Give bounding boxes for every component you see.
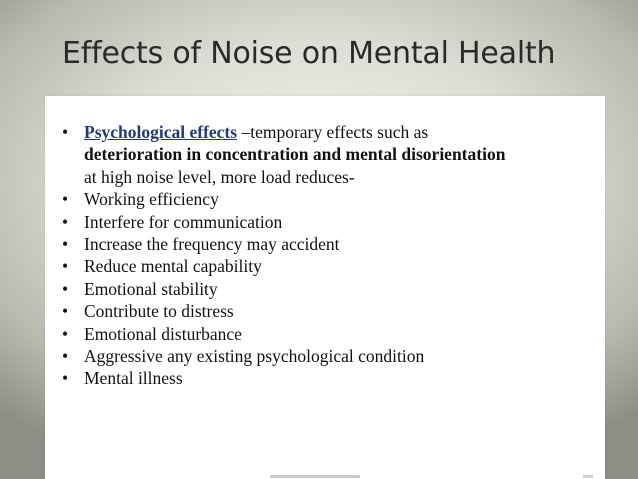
bullet-item [62,233,505,255]
bullet-text: Working efficiency [84,189,219,210]
psychological-effects-term: Psychological effects [84,122,238,142]
bullet-item [62,255,505,277]
bullet-item [62,211,505,233]
bullet-text: Emotional stability [84,278,218,299]
bullet-item [62,278,505,300]
footer-mark [270,475,360,478]
bullet-text: Contribute to distress [84,301,234,322]
bullet-text: Aggressive any existing psychological condition [84,346,425,367]
content-image [45,96,605,479]
bullet-item [62,300,505,322]
bullet-dot: • [62,256,69,277]
bullet-dot: • [62,368,69,389]
bullet-dot: • [62,301,69,322]
load-reduces-line: at high noise level, more load reduces- [84,166,355,187]
bullet-item [62,323,505,345]
bullet-item [62,188,505,210]
bullet-text: Mental illness [84,368,183,389]
bullet-dot: • [62,122,69,142]
bullet-item [62,367,505,389]
psychological-effects-description: –temporary effects such as [237,122,429,142]
concentration-disorientation-line: deterioration in concentration and mental disorientation [84,144,506,165]
bullet-dot: • [62,278,69,299]
bullet-text: Increase the frequency may accident [84,234,340,255]
bullet-dot: • [62,323,69,344]
bullet-item [62,345,505,367]
page-number-mark [583,475,593,478]
bullet-text: Reduce mental capability [84,256,262,277]
bullet-dot: • [62,234,69,255]
bullet-item-psychological-effects [62,121,505,188]
bullet-text: Interfere for communication [84,211,283,232]
bullet-dot: • [62,346,69,367]
bullet-dot: • [62,189,69,210]
slide-title: Effects of Noise on Mental Health [62,36,556,71]
bullet-list [62,121,505,390]
bullet-dot: • [62,211,69,232]
bullet-text: Emotional disturbance [84,323,242,344]
